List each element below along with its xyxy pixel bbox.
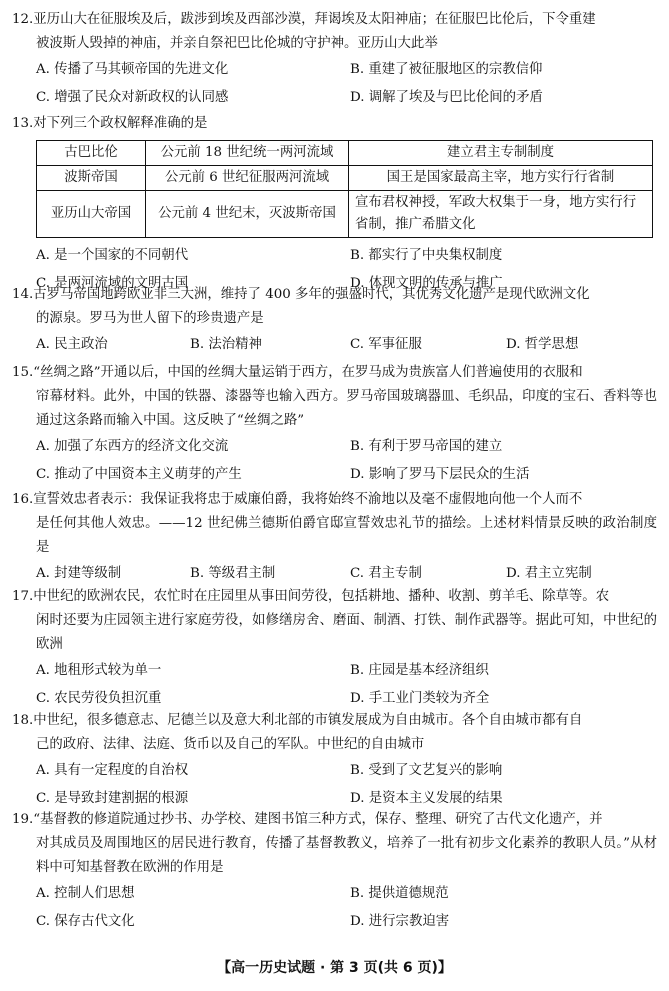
options-row [12, 433, 657, 461]
stem-continuation: 对其成员及周围地区的居民进行教育，传播了基督教教义，培养了一批有初步文化素养的教职人员。”从材料中可知基督教在欧洲的作用是 [36, 836, 657, 875]
table-cell: 公元前 6 世纪征服两河流域 [146, 166, 349, 191]
question-number: 18. [12, 713, 34, 728]
option-d[interactable]: D. 手工业门类较为齐全 [350, 691, 490, 706]
question-stem [12, 361, 657, 433]
table-cell: 国王是国家最高主宰，地方实行行省制 [349, 166, 653, 191]
question-16 [12, 488, 657, 588]
question-number: 19. [12, 812, 34, 827]
question-stem [12, 808, 657, 880]
option-d[interactable]: D. 影响了罗马下层民众的生活 [350, 467, 530, 482]
option-d[interactable]: D. 体现文明的传承与推广 [350, 276, 503, 291]
stem-continuation: 是任何其他人效忠。——12 世纪佛兰德斯伯爵官邸宣誓效忠礼节的描绘。上述材料情景反映的政治制度是 [36, 516, 657, 555]
question-number: 13. [12, 116, 34, 131]
option-d[interactable]: D. 调解了埃及与巴比伦间的矛盾 [350, 90, 543, 105]
option-c[interactable]: C. 保存古代文化 [36, 914, 135, 929]
options-row [12, 242, 657, 270]
options-row [12, 908, 657, 936]
question-number: 17. [12, 589, 34, 604]
question-stem [12, 488, 657, 560]
stem-continuation: 己的政府、法律、法庭、货币以及自己的军队。中世纪的自由城市 [36, 737, 425, 752]
question-stem [12, 709, 657, 757]
option-c[interactable]: C. 是两河流域的文明古国 [36, 276, 189, 291]
option-d[interactable]: D. 哲学思想 [506, 337, 579, 352]
option-a[interactable]: A. 地租形式较为单一 [36, 663, 162, 678]
option-a[interactable]: A. 具有一定程度的自治权 [36, 763, 189, 778]
options-row [12, 84, 657, 112]
option-c[interactable]: C. 是导致封建割据的根源 [36, 791, 189, 806]
option-a[interactable]: A. 民主政治 [36, 337, 108, 352]
table-cell: 宣布君权神授，军政大权集于一身，地方实行行省制，推广希腊文化 [349, 191, 653, 238]
question-stem [12, 585, 657, 657]
table-row [37, 191, 653, 238]
option-b[interactable]: B. 重建了被征服地区的宗教信仰 [350, 62, 543, 77]
options-row [12, 461, 657, 489]
options-row [12, 657, 657, 685]
option-b[interactable]: B. 提供道德规范 [350, 886, 449, 901]
stem-line: 中世纪的欧洲农民，农忙时在庄园里从事田间劳役，包括耕地、播种、收割、剪羊毛、除草等。农 [33, 589, 610, 604]
table-cell: 波斯帝国 [37, 166, 146, 191]
table-cell: 建立君主专制制度 [349, 141, 653, 166]
stem-continuation: 闲时还要为庄园领主进行家庭劳役，如修缮房舍、磨面、制酒、打铁、制作武器等。据此可知，中世纪的欧洲 [36, 613, 657, 652]
stem-line: 中世纪，很多德意志、尼德兰以及意大利北部的市镇发展成为自由城市。各个自由城市都有自 [33, 713, 583, 728]
stem-line: 亚历山大在征服埃及后，跋涉到埃及西部沙漠，拜谒埃及太阳神庙；在征服巴比伦后，下令重建 [33, 12, 596, 27]
option-a[interactable]: A. 传播了马其顿帝国的先进文化 [36, 62, 229, 77]
option-a[interactable]: A. 是一个国家的不同朝代 [36, 248, 189, 263]
question-stem [12, 8, 657, 56]
option-c[interactable]: C. 农民劳役负担沉重 [36, 691, 162, 706]
question-stem [12, 283, 657, 331]
option-d[interactable]: D. 是资本主义发展的结果 [350, 791, 503, 806]
option-d[interactable]: D. 进行宗教迫害 [350, 914, 450, 929]
stem-line: “丝绸之路”开通以后，中国的丝绸大量运销于西方，在罗马成为贵族富人们普遍使用的衣服和 [33, 365, 583, 380]
question-number: 16. [12, 492, 34, 507]
stem-line: 宣誓效忠者表示：我保证我将忠于威廉伯爵，我将始终不渝地以及毫不虚假地向他一个人而不 [33, 492, 583, 507]
page-footer: 【高一历史试题 · 第 3 页(共 6 页)】 [217, 960, 452, 976]
option-a[interactable]: A. 加强了东西方的经济文化交流 [36, 439, 229, 454]
question-12 [12, 8, 657, 112]
question-18 [12, 709, 657, 813]
option-b[interactable]: B. 庄园是基本经济组织 [350, 663, 489, 678]
options-row [12, 331, 657, 359]
stem-line: “基督教的修道院通过抄书、办学校、建图书馆三种方式，保存、整理、研究了古代文化遗产，并 [33, 812, 603, 827]
stem-line: 古罗马帝国地跨欧亚非三大洲，维持了 400 多年的强盛时代，其优秀文化遗产是现代欧洲文化 [33, 287, 590, 302]
stem-continuation: 帘幕材料。此外，中国的铁器、漆器等也输入西方。罗马帝国玻璃器皿、毛织品，印度的宝石、香料等也通过这条路而输入中国。这反映了“丝绸之路” [36, 389, 657, 428]
option-c[interactable]: C. 君主专制 [350, 566, 422, 581]
table-cell: 公元前 4 世纪末，灭波斯帝国 [146, 191, 349, 238]
table-cell: 古巴比伦 [37, 141, 146, 166]
stem-continuation: 的源泉。罗马为世人留下的珍贵遗产是 [36, 311, 264, 326]
table-row [37, 166, 653, 191]
stem-line: 对下列三个政权解释准确的是 [33, 116, 208, 131]
option-b[interactable]: B. 都实行了中央集权制度 [350, 248, 503, 263]
options-row [12, 880, 657, 908]
question-number: 14. [12, 287, 34, 302]
table-cell: 亚历山大帝国 [37, 191, 146, 238]
options-row [12, 56, 657, 84]
question-number: 15. [12, 365, 34, 380]
option-b[interactable]: B. 受到了文艺复兴的影响 [350, 763, 503, 778]
option-c[interactable]: C. 推动了中国资本主义萌芽的产生 [36, 467, 242, 482]
option-a[interactable]: A. 封建等级制 [36, 566, 122, 581]
option-c[interactable]: C. 军事征服 [350, 337, 422, 352]
question-14 [12, 283, 657, 359]
question-15 [12, 361, 657, 489]
question-19 [12, 808, 657, 936]
option-c[interactable]: C. 增强了民众对新政权的认同感 [36, 90, 229, 105]
table-row [37, 141, 653, 166]
question-17 [12, 585, 657, 713]
question-stem [12, 112, 657, 136]
option-b[interactable]: B. 法治精神 [190, 337, 262, 352]
table-cell: 公元前 18 世纪统一两河流域 [146, 141, 349, 166]
option-b[interactable]: B. 有利于罗马帝国的建立 [350, 439, 503, 454]
option-b[interactable]: B. 等级君主制 [190, 566, 276, 581]
question-13 [12, 112, 657, 298]
empire-table [36, 140, 653, 238]
question-number: 12. [12, 12, 34, 27]
option-a[interactable]: A. 控制人们思想 [36, 886, 135, 901]
stem-continuation: 被波斯人毁掉的神庙，并亲自祭祀巴比伦城的守护神。亚历山大此举 [36, 36, 438, 51]
options-row [12, 757, 657, 785]
option-d[interactable]: D. 君主立宪制 [506, 566, 592, 581]
options-row [12, 560, 657, 588]
